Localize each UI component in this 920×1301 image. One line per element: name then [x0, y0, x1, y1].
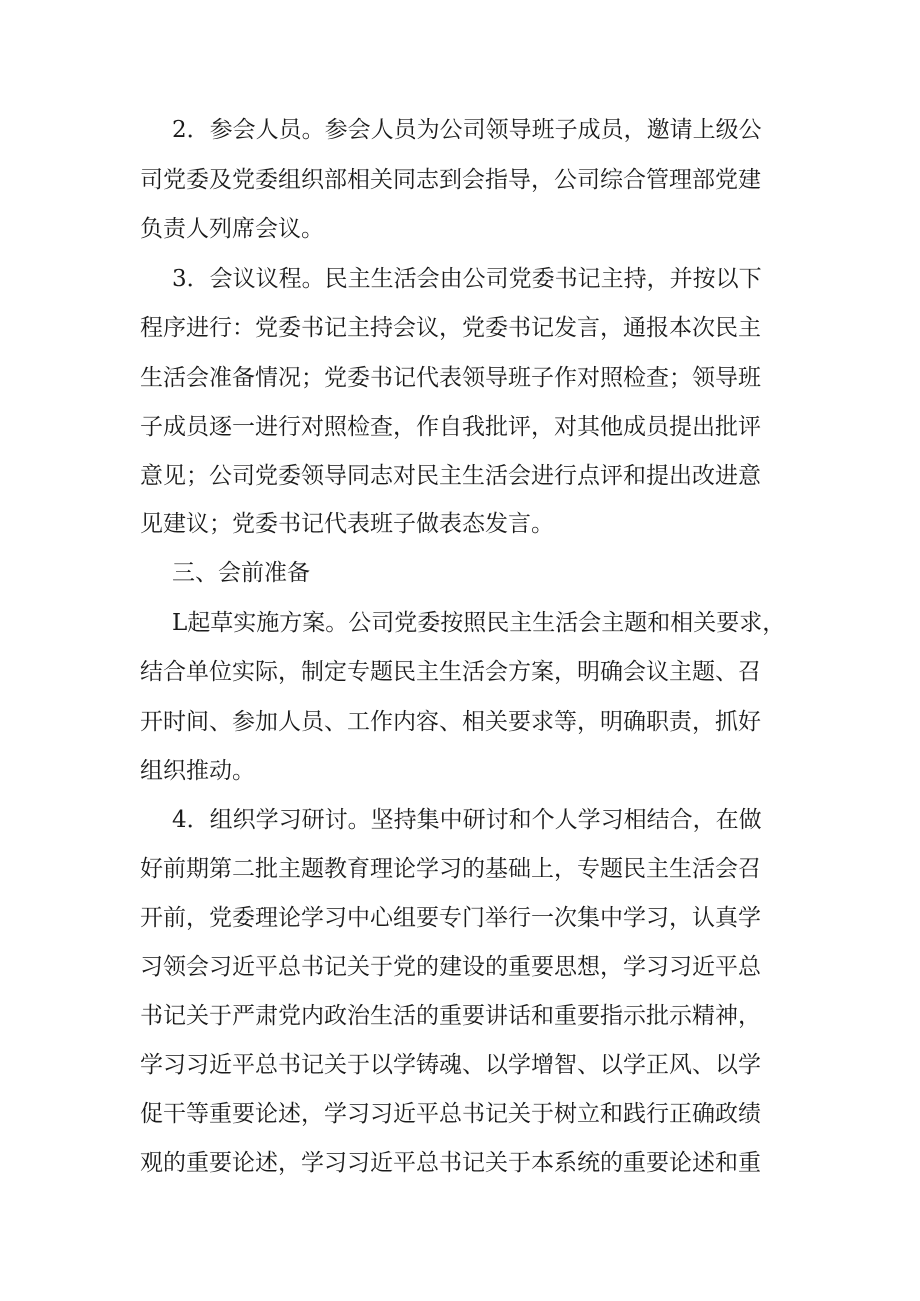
text-line-4-content: 3．会议议程。民主生活会由公司党委书记主持，并按以下: [172, 266, 762, 292]
text-line-1-content: 2．参会人员。参会人员为公司领导班子成员，邀请上级公: [172, 117, 762, 143]
text-line-7-content: 子成员逐一进行对照检查，作自我批评，对其他成员提出批评: [140, 414, 761, 440]
text-line-12-content: 结合单位实际，制定专题民主生活会方案，明确会议主题、召: [140, 659, 761, 685]
text-line-12: [0, 652, 920, 692]
text-line-17: [0, 898, 920, 938]
text-line-15: [0, 800, 920, 840]
text-line-2: [0, 160, 920, 200]
text-line-8-content: 意见；公司党委领导同志对民主生活会进行点评和提出改进意: [140, 463, 761, 489]
text-line-21: [0, 1094, 920, 1134]
text-line-6: [0, 358, 920, 398]
text-line-22-content: 观的重要论述，学习习近平总书记关于本系统的重要论述和重: [140, 1150, 761, 1176]
text-line-14-content: 组织推动。: [140, 758, 255, 784]
text-line-5-content: 程序进行：党委书记主持会议，党委书记发言，通报本次民主: [140, 315, 761, 341]
text-line-5: [0, 308, 920, 348]
text-line-13-content: 开时间、参加人员、工作内容、相关要求等，明确职责，抓好: [140, 709, 761, 735]
text-line-1: [0, 110, 920, 150]
text-line-11: [0, 603, 920, 643]
text-line-9: [0, 504, 920, 544]
text-line-20: [0, 1045, 920, 1085]
text-line-18-content: 习领会习近平总书记关于党的建设的重要思想，学习习近平总: [140, 954, 761, 980]
section-heading-content: 三、会前准备: [172, 560, 310, 586]
text-line-4: [0, 259, 920, 299]
text-line-19-content: 书记关于严肃党内政治生活的重要讲话和重要指示批示精神，: [140, 1003, 761, 1029]
section-heading: [0, 553, 920, 593]
text-line-16-content: 好前期第二批主题教育理论学习的基础上，专题民主生活会召: [140, 856, 761, 882]
text-line-6-content: 生活会准备情况；党委书记代表领导班子作对照检查；领导班: [140, 365, 761, 391]
text-line-19: [0, 996, 920, 1036]
text-line-9-content: 见建议；党委书记代表班子做表态发言。: [140, 511, 554, 537]
text-line-2-content: 司党委及党委组织部相关同志到会指导，公司综合管理部党建: [140, 167, 761, 193]
text-line-15-content: 4．组织学习研讨。坚持集中研讨和个人学习相结合，在做: [172, 807, 762, 833]
text-line-13: [0, 702, 920, 742]
text-line-16: [0, 849, 920, 889]
text-line-18: [0, 947, 920, 987]
text-line-11-content: L起草实施方案。公司党委按照民主生活会主题和相关要求，: [172, 610, 786, 636]
text-line-14: [0, 751, 920, 791]
text-line-20-content: 学习习近平总书记关于以学铸魂、以学增智、以学正风、以学: [140, 1052, 761, 1078]
text-line-3: [0, 209, 920, 249]
text-line-8: [0, 456, 920, 496]
text-line-3-content: 负责人列席会议。: [140, 216, 324, 242]
text-line-17-content: 开前，党委理论学习中心组要专门举行一次集中学习，认真学: [140, 905, 761, 931]
text-line-22: [0, 1143, 920, 1183]
text-line-21-content: 促干等重要论述，学习习近平总书记关于树立和践行正确政绩: [140, 1101, 761, 1127]
text-line-7: [0, 407, 920, 447]
